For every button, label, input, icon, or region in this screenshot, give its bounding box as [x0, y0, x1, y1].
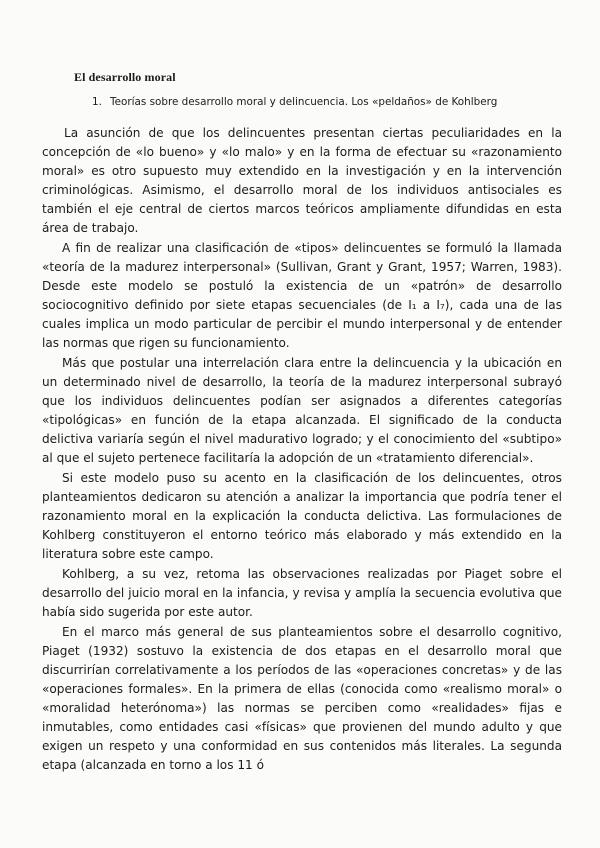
subsection-heading — [92, 95, 532, 110]
section-heading: El desarrollo moral — [74, 70, 176, 84]
subsection-number: 1. — [92, 96, 102, 108]
paragraph-6: En el marco más general de sus planteamientos sobre el desarrollo cognitivo, Piaget (1932) sostuvo la existencia de dos etapas en el desarrollo moral que discurrirían correlativamente a los períodos de las «operaciones concretas» y de las «operaciones formales». En la primera de ellas (conocida como «realismo moral» o «moralidad heterónoma») las normas se perciben como «realidades» fijas e inmutables, como entidades casi «físicas» que provienen del mundo adulto y que exigen un respeto y una conformidad en sus contenidos más literales. La segunda etapa (alcanzada en torno a los 11 ó — [42, 625, 562, 772]
paragraph-4: Si este modelo puso su acento en la clasificación de los delincuentes, otros planteamientos dedicaron su atención a analizar la importancia que podría tener el razonamiento moral en la explicación la conducta delictiva. Las formulaciones de Kohlberg constituyeron el entorno teórico más elaborado y más extendido en la literatura sobre este campo. — [42, 471, 562, 561]
paragraph-3: Más que postular una interrelación clara entre la delincuencia y la ubicación en un determinado nivel de desarrollo, la teoría de la madurez interpersonal subrayó que los individuos delincuentes podían ser asignados a diferentes categorías «tipológicas» en función de la etapa alcanzada. El significado de la conducta delictiva variaría según el nivel madurativo logrado; y el conocimiento del «subtipo» al que el sujeto pertenece facilitaría la adopción de un «tratamiento diferencial». — [42, 356, 562, 465]
body-text — [42, 124, 562, 775]
subsection-title: Teorías sobre desarrollo moral y delincuencia. Los «peldaños» de Kohlberg — [110, 96, 498, 108]
paragraph-2: A fin de realizar una clasificación de «tipos» delincuentes se formuló la llamada «teoría de la madurez interpersonal» (Sullivan, Grant y Grant, 1957; Warren, 1983). Desde este modelo se postuló la existencia de un «patrón» de desarrollo sociocognitivo definido por siete etapas secuenciales (de I₁ a I₇), cada una de las cuales implica un modo particular de percibir el mundo interpersonal y de entender las normas que rigen su funcionamiento. — [42, 241, 562, 350]
paragraph-1: La asunción de que los delincuentes presentan ciertas peculiaridades en la concepción de «lo bueno» y «lo malo» y en la forma de efectuar su «razonamiento moral» es otro supuesto muy extendido en la investigación y en la intervención criminológicas. Asimismo, el desarrollo moral de los individuos antisociales es también el eje central de ciertos marcos teóricos ampliamente difundidas en esta área de trabajo. — [42, 126, 562, 235]
paragraph-5: Kohlberg, a su vez, retoma las observaciones realizadas por Piaget sobre el desarrollo del juicio moral en la infancia, y revisa y amplía la secuencia evolutiva que había sido sugerida por este autor. — [42, 567, 562, 619]
